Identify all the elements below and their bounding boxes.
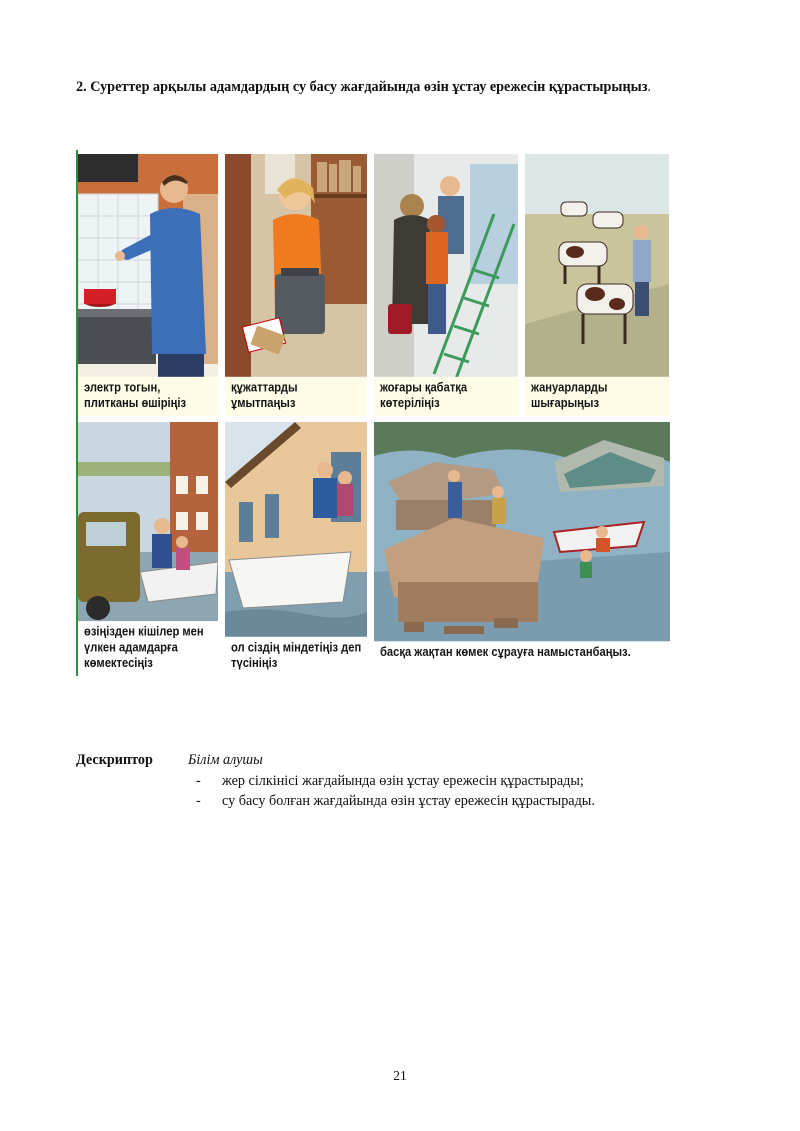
descriptor-subject: Білім алушы <box>188 752 263 768</box>
descriptor-item: - жер сілкінісі жағдайында өзін ұстау ережесін құрастырады; <box>196 773 584 789</box>
caption-4: жануарларды шығарыңыз <box>525 377 669 416</box>
panel-switch-off-stove <box>78 154 218 416</box>
panel-move-animals <box>525 154 669 416</box>
task-text: Суреттер арқылы адамдардың су басу жағдайында өзін ұстау ережесін құрастырыңыз <box>90 79 648 95</box>
caption-7: басқа жақтан көмек сұрауға намыстанбаңыз. <box>374 641 670 676</box>
task-title <box>76 78 716 97</box>
ask-for-help-illustration <box>374 422 670 676</box>
panel-your-duty <box>225 422 367 676</box>
caption-1: электр тогын, плитканы өшіріңіз <box>78 377 218 416</box>
caption-3: жоғары қабатқа көтеріліңіз <box>374 377 518 416</box>
caption-6: ол сіздің міндетіңіз деп түсініңіз <box>225 637 367 676</box>
task-number: 2. <box>76 79 87 95</box>
page-number: 21 <box>393 1068 407 1083</box>
caption-5: өзіңізден кішілер мен үлкен адамдарға көмектесіңіз <box>78 621 218 676</box>
panel-ask-for-help <box>374 422 670 676</box>
descriptor-label: Дескриптор <box>76 752 153 768</box>
panel-go-upstairs <box>374 154 518 416</box>
caption-2: құжаттарды ұмытпаңыз <box>225 377 367 416</box>
descriptor-list <box>196 771 716 811</box>
panel-help-others <box>78 422 218 676</box>
task-tail: . <box>647 79 651 95</box>
descriptor-item: - су басу болған жағдайында өзін ұстау ережесін құрастырады. <box>196 793 595 809</box>
panel-documents <box>225 154 367 416</box>
